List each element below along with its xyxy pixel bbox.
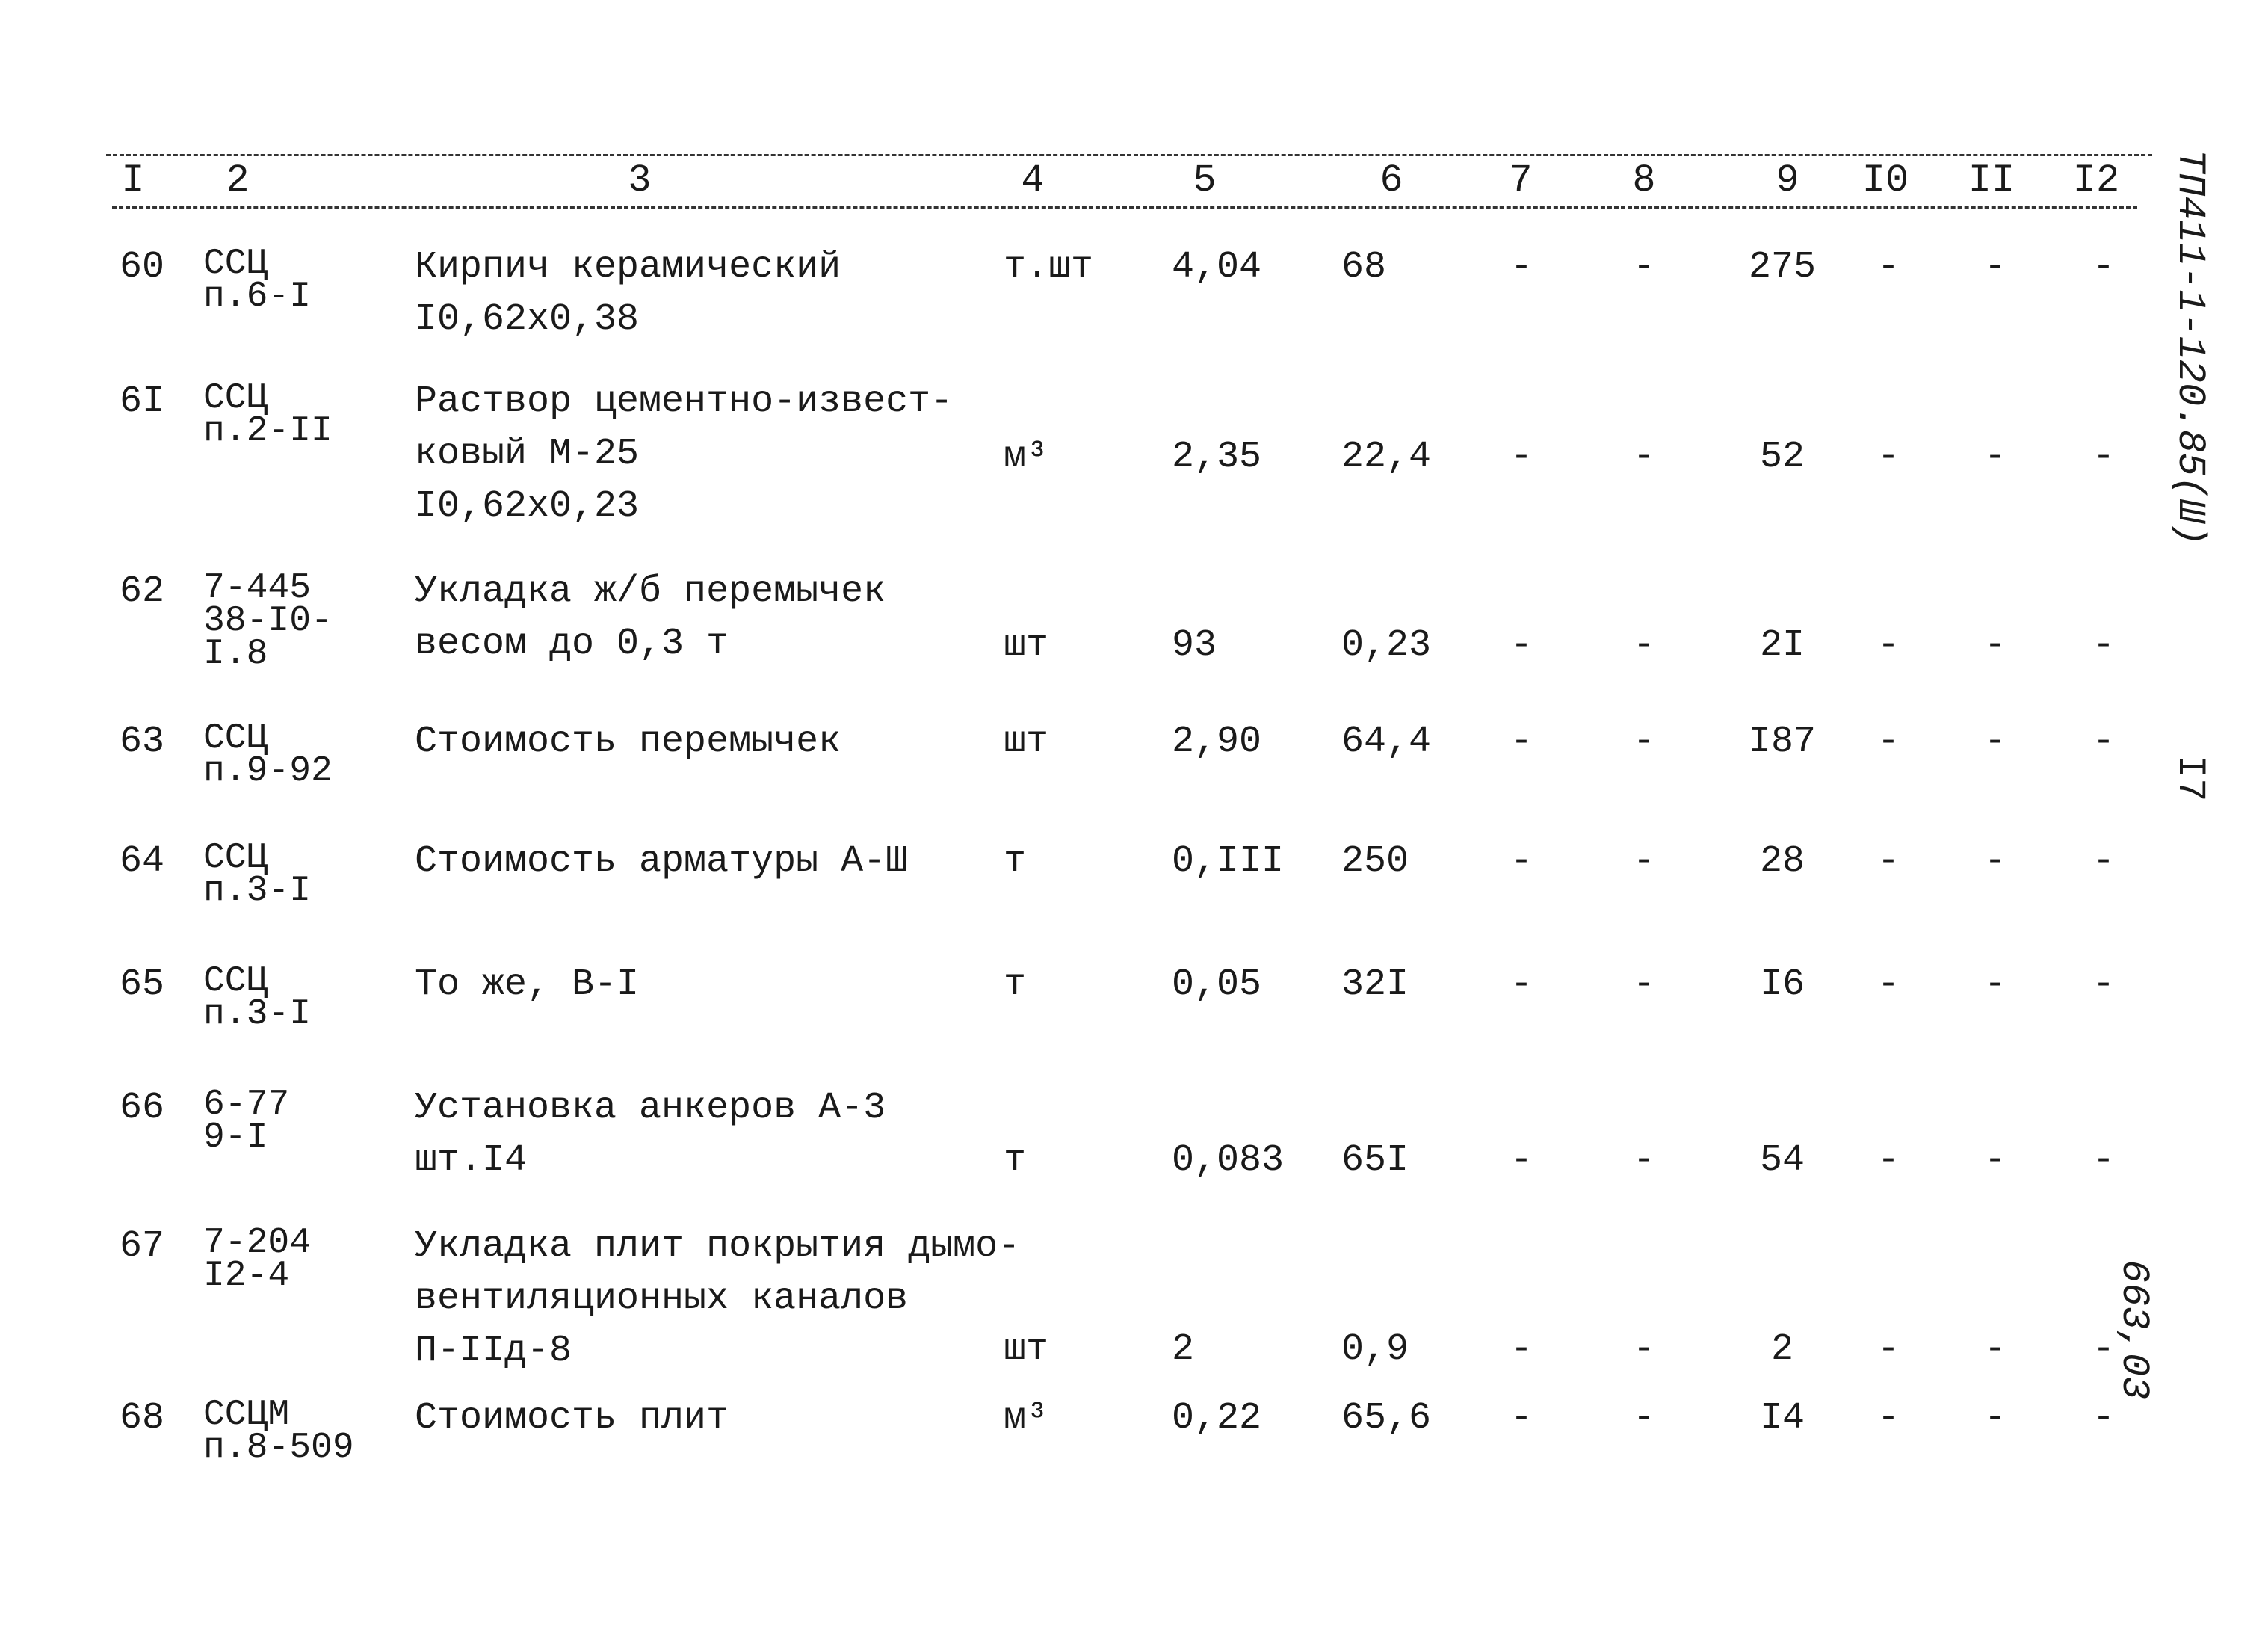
work-description: шт.I4	[415, 1139, 528, 1182]
row-number: 66	[120, 1087, 165, 1129]
norm-code: п.3-I	[203, 871, 312, 911]
cell-c7: -	[1510, 624, 1533, 667]
row-number: 67	[120, 1225, 165, 1268]
quantity: 2,35	[1172, 436, 1262, 478]
cell-c7: -	[1510, 1139, 1533, 1182]
column-header-5: 5	[1193, 158, 1217, 203]
norm-code: ССЦ	[203, 838, 268, 878]
cell-c9: 2I	[1759, 624, 1805, 667]
cell-c11: -	[1983, 721, 2007, 763]
unit: т	[1004, 963, 1027, 1006]
cell-c7: -	[1510, 1397, 1533, 1440]
row-number: 62	[120, 570, 165, 613]
cell-c10: -	[1876, 721, 1900, 763]
unit: т.шт	[1004, 246, 1094, 289]
unit: м³	[1004, 1397, 1049, 1440]
cell-c12: -	[2092, 963, 2116, 1006]
norm-code: ССЦ	[203, 718, 268, 759]
unit: шт	[1004, 1328, 1049, 1371]
cell-c11: -	[1983, 246, 2007, 289]
unit: м³	[1004, 436, 1049, 478]
column-header-6: 6	[1379, 158, 1403, 203]
unit-price: 65,6	[1341, 1397, 1432, 1440]
cell-c8: -	[1632, 624, 1656, 667]
cell-c7: -	[1510, 721, 1533, 763]
cell-c8: -	[1632, 246, 1656, 289]
work-description: Стоимость плит	[415, 1397, 729, 1440]
work-description: I0,62х0,38	[415, 298, 640, 341]
cell-c7: -	[1510, 1328, 1533, 1371]
cell-c9: 275	[1748, 246, 1817, 289]
cell-c9: I6	[1759, 963, 1805, 1006]
top-rule	[106, 154, 2152, 156]
cell-c12: -	[2092, 246, 2116, 289]
work-description: I0,62х0,23	[415, 485, 640, 528]
norm-code: ССЦ	[203, 378, 268, 419]
norm-code: I2-4	[203, 1256, 290, 1296]
cell-c11: -	[1983, 1397, 2007, 1440]
norm-code: п.9-92	[203, 751, 333, 792]
cell-c8: -	[1632, 840, 1656, 883]
unit-price: 64,4	[1341, 721, 1432, 763]
cell-c10: -	[1876, 436, 1900, 478]
column-header-2: 2	[226, 158, 250, 203]
unit-price: 68	[1341, 246, 1387, 289]
cell-c9: 54	[1759, 1139, 1805, 1182]
cell-c9: 2	[1770, 1328, 1794, 1371]
cell-c11: -	[1983, 963, 2007, 1006]
norm-code: п.6-I	[203, 277, 312, 317]
cell-c10: -	[1876, 624, 1900, 667]
work-description: Укладка ж/б перемычек	[415, 570, 886, 613]
unit-price: 65I	[1341, 1139, 1409, 1182]
cell-c8: -	[1632, 436, 1656, 478]
work-description: Укладка плит покрытия дымо-	[415, 1225, 1021, 1268]
column-header-10: I0	[1861, 158, 1909, 203]
column-header-12: I2	[2072, 158, 2120, 203]
row-number: 60	[120, 246, 165, 289]
unit-price: 0,23	[1341, 624, 1432, 667]
cell-c7: -	[1510, 840, 1533, 883]
quantity: 4,04	[1172, 246, 1262, 289]
cell-c12: -	[2092, 624, 2116, 667]
norm-code: 7-445	[203, 568, 312, 608]
row-number: 65	[120, 963, 165, 1006]
header-rule	[112, 206, 2137, 209]
unit-price: 22,4	[1341, 436, 1432, 478]
norm-code: 7-204	[203, 1223, 312, 1263]
cell-c7: -	[1510, 436, 1533, 478]
column-header-11: II	[1968, 158, 2015, 203]
norm-code: 6-77	[203, 1085, 290, 1125]
cell-c11: -	[1983, 1328, 2007, 1371]
quantity: 0,III	[1172, 840, 1285, 883]
norm-code: п.8-509	[203, 1428, 354, 1468]
column-header-1: I	[121, 158, 145, 203]
handwritten-total: 663,03	[2112, 1259, 2156, 1400]
page-number: I7	[2168, 755, 2212, 802]
cell-c10: -	[1876, 1139, 1900, 1182]
norm-code: ССЦ	[203, 244, 268, 284]
cell-c10: -	[1876, 246, 1900, 289]
norm-code: п.3-I	[203, 994, 312, 1034]
cell-c12: -	[2092, 721, 2116, 763]
column-header-7: 7	[1509, 158, 1533, 203]
quantity: 2,90	[1172, 721, 1262, 763]
norm-code: ССЦМ	[203, 1395, 290, 1435]
row-number: 64	[120, 840, 165, 883]
quantity: 0,22	[1172, 1397, 1262, 1440]
cell-c10: -	[1876, 1328, 1900, 1371]
cell-c8: -	[1632, 1397, 1656, 1440]
work-description: весом до 0,3 т	[415, 623, 729, 665]
cell-c10: -	[1876, 1397, 1900, 1440]
work-description: То же, В-I	[415, 963, 640, 1006]
cell-c12: -	[2092, 1139, 2116, 1182]
unit-price: 32I	[1341, 963, 1409, 1006]
norm-code: I.8	[203, 634, 268, 674]
quantity: 2	[1172, 1328, 1195, 1371]
cell-c10: -	[1876, 963, 1900, 1006]
cell-c9: 52	[1759, 436, 1805, 478]
row-number: 68	[120, 1397, 165, 1440]
unit: т	[1004, 1139, 1027, 1182]
column-header-9: 9	[1776, 158, 1799, 203]
norm-code: ССЦ	[203, 961, 268, 1002]
cell-c12: -	[2092, 436, 2116, 478]
column-header-4: 4	[1021, 158, 1045, 203]
unit: шт	[1004, 721, 1049, 763]
cell-c12: -	[2092, 1328, 2116, 1371]
cell-c7: -	[1510, 246, 1533, 289]
cell-c8: -	[1632, 963, 1656, 1006]
norm-code: п.2-II	[203, 411, 333, 451]
cell-c9: 28	[1759, 840, 1805, 883]
work-description: ковый М-25	[415, 433, 640, 475]
unit-price: 250	[1341, 840, 1409, 883]
cell-c12: -	[2092, 1397, 2116, 1440]
column-header-8: 8	[1632, 158, 1656, 203]
document-code: ТП411-1-120.85(Ш)	[2168, 149, 2212, 546]
row-number: 6I	[120, 380, 165, 423]
cell-c10: -	[1876, 840, 1900, 883]
cell-c8: -	[1632, 1139, 1656, 1182]
norm-code: 38-I0-	[203, 601, 333, 641]
cell-c11: -	[1983, 624, 2007, 667]
cell-c9: I4	[1759, 1397, 1805, 1440]
quantity: 93	[1172, 624, 1217, 667]
quantity: 0,05	[1172, 963, 1262, 1006]
quantity: 0,083	[1172, 1139, 1285, 1182]
column-header-3: 3	[628, 158, 652, 203]
cell-c9: I87	[1748, 721, 1817, 763]
work-description: вентиляционных каналов	[415, 1277, 909, 1320]
norm-code: 9-I	[203, 1117, 268, 1158]
cell-c8: -	[1632, 721, 1656, 763]
work-description: Стоимость арматуры А-Ш	[415, 840, 909, 883]
work-description: Кирпич керамический	[415, 246, 841, 289]
work-description: Раствор цементно-извест-	[415, 380, 954, 423]
unit: шт	[1004, 624, 1049, 667]
cell-c7: -	[1510, 963, 1533, 1006]
cell-c12: -	[2092, 840, 2116, 883]
cell-c11: -	[1983, 436, 2007, 478]
work-description: Стоимость перемычек	[415, 721, 841, 763]
cell-c11: -	[1983, 840, 2007, 883]
cell-c8: -	[1632, 1328, 1656, 1371]
unit: т	[1004, 840, 1027, 883]
row-number: 63	[120, 721, 165, 763]
unit-price: 0,9	[1341, 1328, 1409, 1371]
work-description: П-IIд-8	[415, 1330, 572, 1372]
cell-c11: -	[1983, 1139, 2007, 1182]
work-description: Установка анкеров А-3	[415, 1087, 886, 1129]
